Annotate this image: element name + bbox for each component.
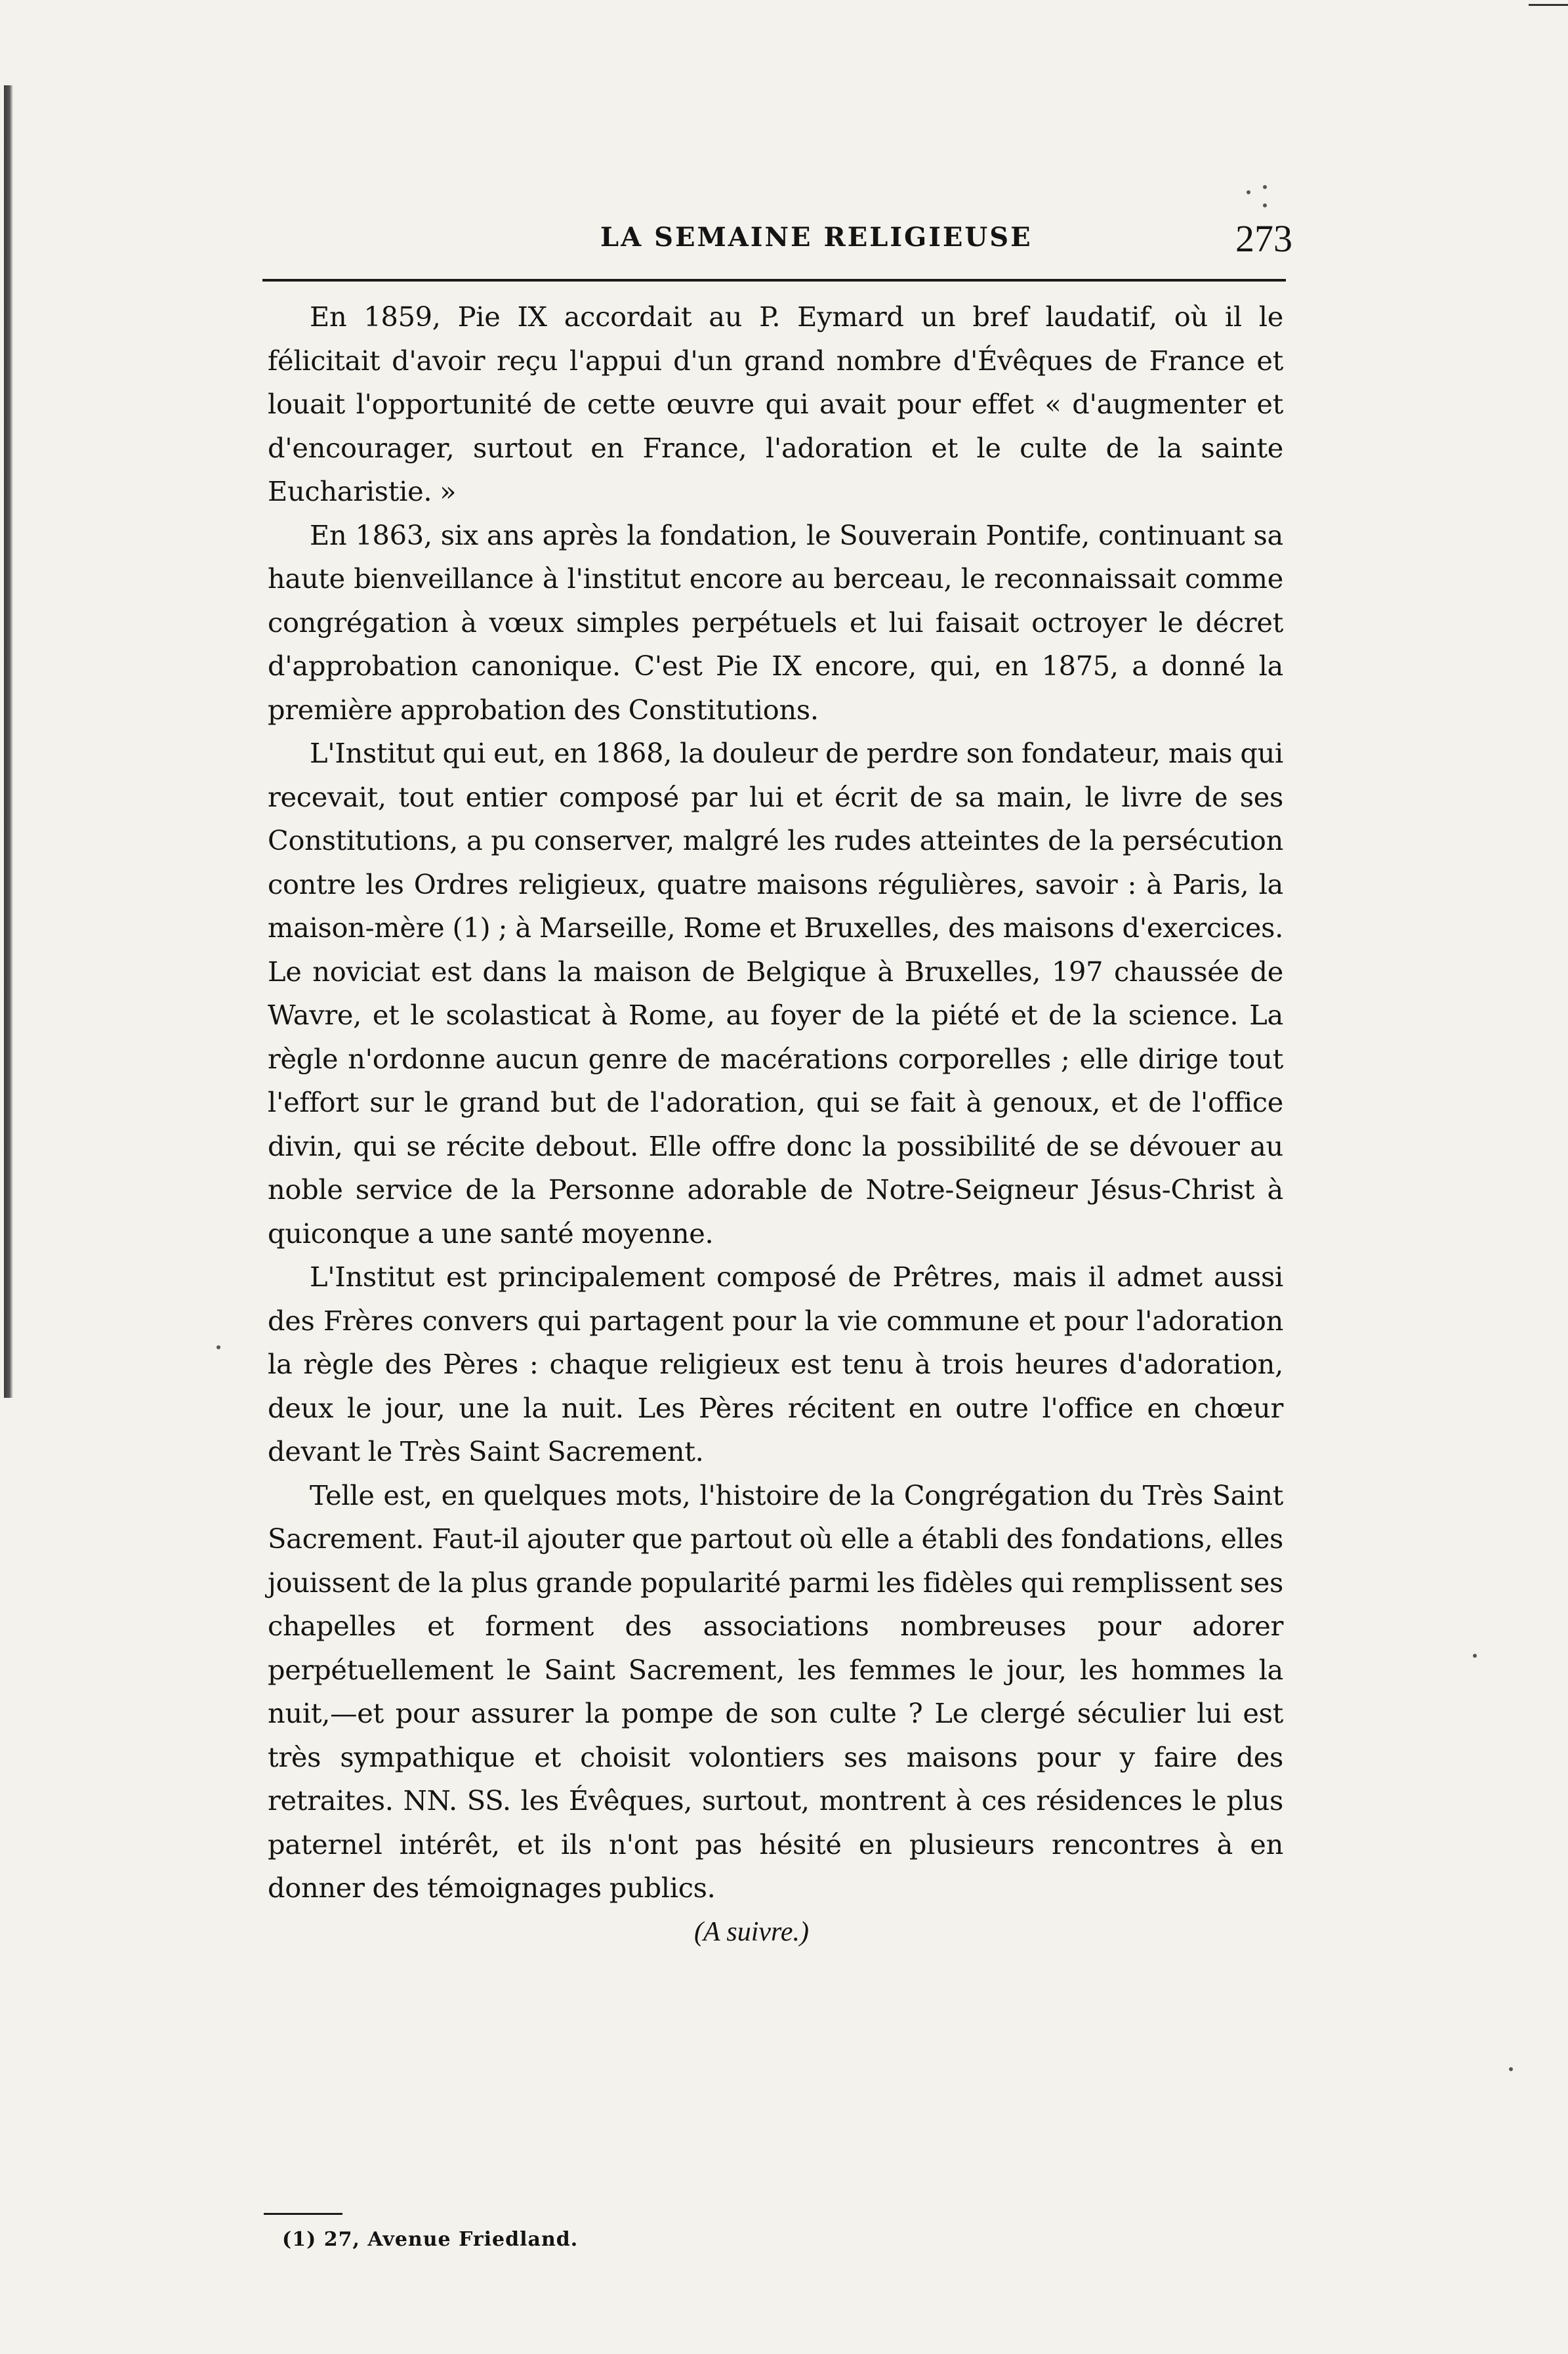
paragraph-4: L'Institut est principalement composé de Prêtres, mais il admet aussi des Frères convers qui partagent pour la vie commune et pour l'adoration la règle des Pères : chaque religieux est tenu à trois heures d'adoration, deux le jour, une la nuit. Les Pères récitent en outre l'office en chœur devant le Très Saint Sacrement.	[268, 1261, 1283, 1467]
scan-speck	[217, 1345, 220, 1349]
article-body	[268, 295, 1283, 1954]
scan-speck	[1263, 203, 1267, 207]
running-title: LA SEMAINE RELIGIEUSE	[600, 222, 1033, 253]
scan-speck	[1263, 185, 1267, 189]
page-number: 273	[1235, 217, 1292, 260]
paragraph-5: Telle est, en quelques mots, l'histoire de la Congrégation du Très Saint Sacrement. Faut-il ajouter que partout où elle a établi des fondations, elles jouissent de la plus grande popularité parmi les fidèles qui remplissent ses chapelles et forment des associations nombreuses pour adorer perpétuellement le Saint Sacrement, les femmes le jour, les hommes la nuit,—et pour assurer la pompe de son culte ? Le clergé séculier lui est très sympathique et choisit volontiers ses maisons pour y faire des retraites. NN. SS. les Évêques, surtout, montrent à ces résidences le plus paternel intérêt, et ils n'ont pas hésité en plusieurs rencontres à en donner des témoignages publics.	[268, 1479, 1283, 1904]
footnote-rule	[264, 2213, 342, 2215]
scan-corner-mark	[1529, 4, 1568, 6]
paragraph-1: En 1859, Pie IX accordait au P. Eymard un bref laudatif, où il le félicitait d'avoir reçu l'appui d'un grand nombre d'Évêques de France et louait l'opportunité de cette œuvre qui avait pour effet « d'augmenter et d'encourager, surtout en France, l'adoration et le culte de la sainte Eucharistie. »	[268, 301, 1283, 507]
to-be-continued: (A suivre.)	[694, 1916, 809, 1947]
scan-speck	[1247, 190, 1250, 194]
binding-shadow	[4, 85, 13, 1398]
scan-speck	[1509, 2067, 1513, 2071]
scan-speck	[1473, 1654, 1477, 1658]
header-rule	[262, 279, 1286, 282]
page-header	[266, 217, 1299, 269]
paragraph-3: L'Institut qui eut, en 1868, la douleur de perdre son fondateur, mais qui recevait, tout entier composé par lui et écrit de sa main, le livre de ses Constitutions, a pu conserver, malgré les rudes atteintes de la persécution contre les Ordres religieux, quatre maisons régulières, savoir : à Paris, la maison-mère (1) ; à Marseille, Rome et Bruxelles, des maisons d'exercices. Le noviciat est dans la maison de Belgique à Bruxelles, 197 chaussée de Wavre, et le scolasticat à Rome, au foyer de la piété et de la science. La règle n'ordonne aucun genre de macérations corporelles ; elle dirige tout l'effort sur le grand but de l'adoration, qui se fait à genoux, et de l'office divin, qui se récite debout. Elle offre donc la possibilité de se dévouer au noble service de la Personne adorable de Notre-Seigneur Jésus-Christ à quiconque a une santé moyenne.	[268, 737, 1283, 1250]
paragraph-2: En 1863, six ans après la fondation, le Souverain Pontife, continuant sa haute bienveillance à l'institut encore au berceau, le reconnaissait comme congrégation à vœux simples perpétuels et lui faisait octroyer le décret d'approbation canonique. C'est Pie IX encore, qui, en 1875, a donné la première approbation des Constitutions.	[268, 518, 1283, 726]
footnote: (1) 27, Avenue Friedland.	[282, 2228, 579, 2251]
